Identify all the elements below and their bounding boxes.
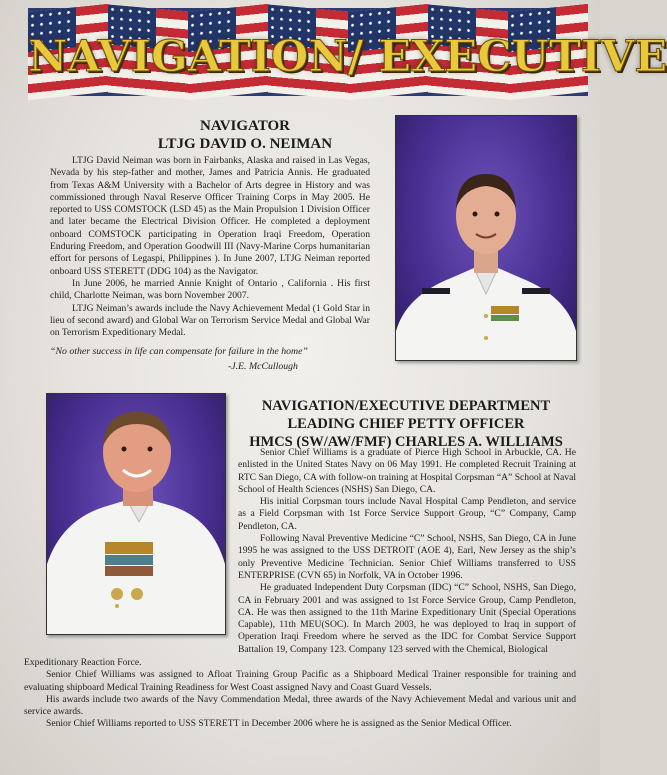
chief-paragraph: Senior Chief Williams reported to USS STERETT in December 2006 where he is assigned as the Senior Medical Officer.: [46, 718, 512, 730]
chief-paragraph: He graduated Independent Duty Corpsman (IDC) “C” School, NSHS, San Diego, CA in February 2001 and was assigned to 1st Force Service Group, Camp Pendleton, CA. He was then assigned to the 11th Marine Expeditionary Unit (Special Operations Capable), 11th MEU(SOC). In March 2003, he was deployed to Iraq in support of Operation Iraqi Freedom where he served as the IDC for Combat Service Support Battalion 19, Company 123. Company 123 served with the Chemical, Biological: [238, 582, 576, 655]
chief-name: HMCS (SW/AW/FMF) CHARLES A. WILLIAMS: [249, 434, 563, 450]
navigator-paragraph: LTJG Neiman’s awards include the Navy Achievement Medal (1 Gold Star in lieu of second award) and Global War on Terrorism Service Medal and Global War on Terrorism Expeditionary Medal.: [50, 302, 370, 339]
chief-bio-continued: [24, 657, 576, 731]
chief-paragraph: Senior Chief Williams is a graduate of Pierce High School in Arbuckle, CA. He enlisted in the United States Navy on 06 May 1991. He completed Recruit Training at RTC San Diego, CA with follow-on training at Hospital Corpsman “A” School at Naval School of Health Sciences (NSHS) San Diego, CA.: [238, 447, 576, 495]
navigator-paragraph: LTJG David Neiman was born in Fairbanks, Alaska and raised in Las Vegas, Nevada by his step-father and mother, James and Patricia Annis. He graduated from Texas A&M University with a Bachelor of Arts degree in History and was commissioned through Naval Reserve Officer Training Corps in May 2005. He reported to USS COMSTOCK (LSD 45) as the Main Propulsion 1 Division Officer and later became the Electrical Division Officer. He completed a deployment onboard COMSTOCK participating in Operation Iraqi Freedom, Operation Enduring Freedom, and Operation Goodwill III (Navy-Marine Corps humanitarian effort for persons of Legaspi, Philippines ). In June 2007, LTJG Neiman reported onboard USS STERETT (DDG 104) as the Navigator.: [50, 155, 370, 277]
banner-title: NAVIGATION/ EXECUTIVE: [28, 32, 667, 82]
navigator-bio: [50, 155, 370, 339]
chief-paragraph: Following Naval Preventive Medicine “C” School, NSHS, San Diego, CA in June 1995 he was assigned to the USS DETROIT (AOE 4), Earl, New Jersey as the ship’s only Preventive Medicine Technician. Senior Chief Williams transferred to USS ENTERPRISE (CVN 65) in Norfolk, VA in October 1996.: [238, 533, 576, 581]
quote-author: -J.E. McCullough: [228, 361, 298, 372]
title-banner: [28, 8, 667, 96]
chief-paragraph: His awards include two awards of the Navy Commendation Medal, three awards of the Navy Achievement Medal and various unit and service awards.: [24, 693, 576, 718]
navigator-quote: “No other success in life can compensate for failure in the home”: [50, 346, 308, 357]
navigator-name: LTJG DAVID O. NEIMAN: [157, 136, 333, 152]
navigator-role: NAVIGATOR: [199, 118, 291, 134]
navigator-heading: [120, 117, 370, 153]
chief-heading: [236, 397, 576, 451]
navigator-paragraph: In June 2006, he married Annie Knight of Ontario , California . His first child, Charlotte Neiman, was born November 2007.: [50, 277, 370, 302]
chief-paragraph: His initial Corpsman tours include Naval Hospital Camp Pendleton, and service as a Field Corpsman with 1st Force Service Support Group, “C” Company, Camp Pendleton, CA.: [238, 496, 576, 532]
chief-portrait: [46, 393, 226, 635]
chief-paragraph: Expeditionary Reaction Force.: [24, 657, 142, 668]
chief-role: LEADING CHIEF PETTY OFFICER: [287, 416, 525, 432]
chief-paragraph: Senior Chief Williams was assigned to Afloat Training Group Pacific as a Shipboard Medical Trainer responsible for training and evaluating shipboard Medical Training Readiness for West Coast assigned Navy and Coast Guard Vessels.: [24, 669, 576, 693]
chief-department: NAVIGATION/EXECUTIVE DEPARTMENT: [261, 398, 551, 414]
chief-bio: [238, 447, 576, 656]
navigator-portrait: [395, 115, 577, 361]
